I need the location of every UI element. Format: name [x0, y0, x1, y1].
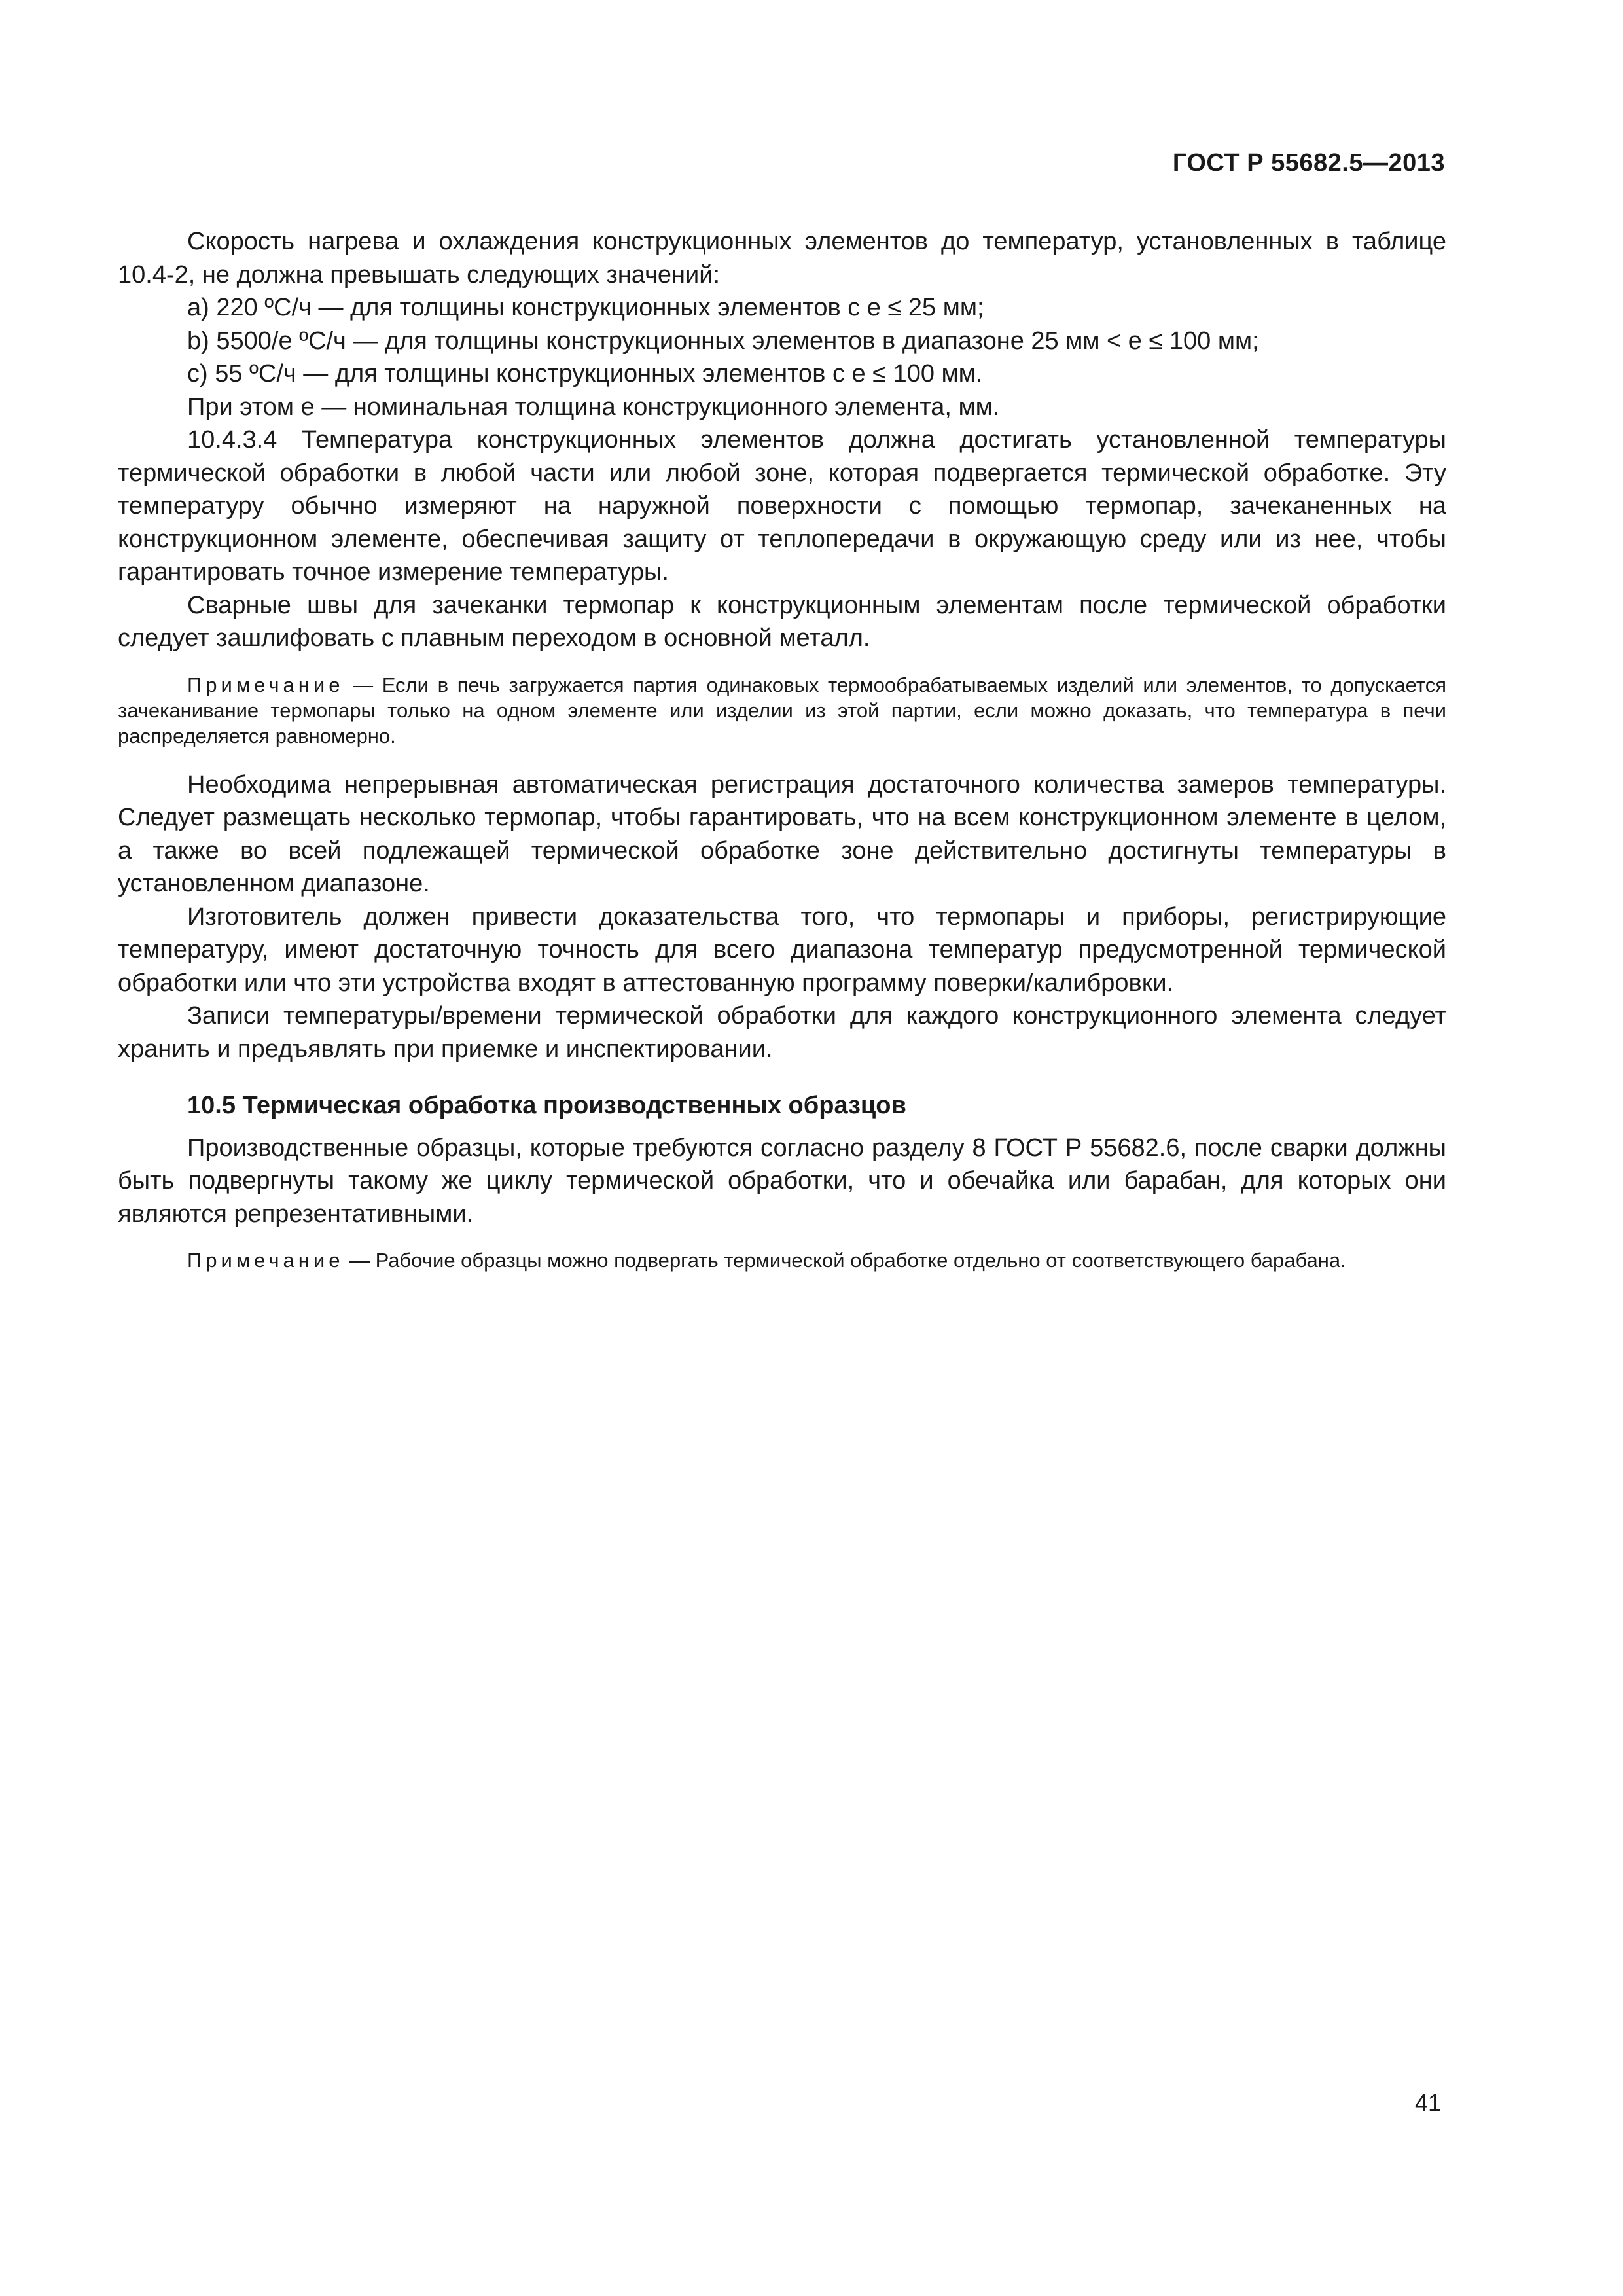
paragraph-heating-rate: Скорость нагрева и охлаждения конструкционных элементов до температур, установленных в таблице 10.4-2, не должна превышать следующих значений:: [118, 228, 1446, 289]
paragraph-manufacturer-evidence: Изготовитель должен привести доказательства того, что термопары и приборы, регистрирующие температуру, имеют достаточную точность для всего диапазона температур предусмотренной термической обработки или что эти устройства входят в аттестованную программу поверки/калибровки.: [118, 903, 1446, 997]
paragraph-recording: Необходима непрерывная автоматическая регистрация достаточного количества замеров температуры. Следует размещать несколько термопар, чтобы гарантировать, что на всем конструкционном элементе в целом, а также во всей подлежащей термической обработке зоне действительно достигнуты температуры в установленном диапазоне.: [118, 770, 1446, 897]
note-label: Примечание: [187, 673, 344, 696]
section-title-10-5: 10.5 Термическая обработка производственных образцов: [187, 1092, 906, 1119]
paragraph-records: Записи температуры/времени термической обработки для каждого конструкционного элемента следует хранить и предъявлять при приемке и инспектировании.: [118, 1002, 1446, 1063]
note-label: Примечание: [187, 1249, 344, 1272]
note-text: — Если в печь загружается партия одинаковых термообрабатываемых изделий или элементов, то допускается зачеканивание термопары только на одном элементе или изделии из этой партии, если можно доказать, что температура в печи распределяется равномерно.: [118, 673, 1446, 747]
paragraph-welds: Сварные швы для зачеканки термопар к конструкционным элементам после термической обработки следует зашлифовать с плавным переходом в основной металл.: [118, 591, 1446, 652]
list-item-b: b) 5500/e ºС/ч — для толщины конструкционных элементов в диапазоне 25 мм < e ≤ 100 мм;: [187, 327, 1259, 355]
list-item-c: c) 55 ºС/ч — для толщины конструкционных элементов с e ≤ 100 мм.: [187, 360, 983, 387]
document-id-header: ГОСТ Р 55682.5—2013: [1172, 149, 1445, 177]
paragraph-thickness-definition: При этом e — номинальная толщина конструкционного элемента, мм.: [187, 393, 1000, 421]
page-number: 41: [1414, 2089, 1441, 2116]
note-furnace-batch: [118, 672, 1446, 749]
paragraph-10-4-3-4: 10.4.3.4 Температура конструкционных элементов должна достигать установленной температуры термической обработки в любой части или любой зоне, которая подвергается термической обработке. Эту температуру обычно измеряют на наружной поверхности с помощью термопар, зачеканенных на конструкционном элементе, обеспечивая защиту от теплопередачи в окружающую среду или из нее, чтобы гарантировать точное измерение температуры.: [118, 426, 1446, 586]
list-item-a: a) 220 ºС/ч — для толщины конструкционных элементов с e ≤ 25 мм;: [187, 294, 984, 321]
note-work-samples: [118, 1247, 1446, 1273]
note-text: — Рабочие образцы можно подвергать термической обработке отдельно от соответствующего барабана.: [344, 1249, 1346, 1272]
page-content: [118, 225, 1446, 1293]
paragraph-production-samples: Производственные образцы, которые требуются согласно разделу 8 ГОСТ Р 55682.6, после сварки должны быть подвергнуты такому же циклу термической обработки, что и обечайка или барабан, для которых они являются репрезентативными.: [118, 1134, 1446, 1228]
